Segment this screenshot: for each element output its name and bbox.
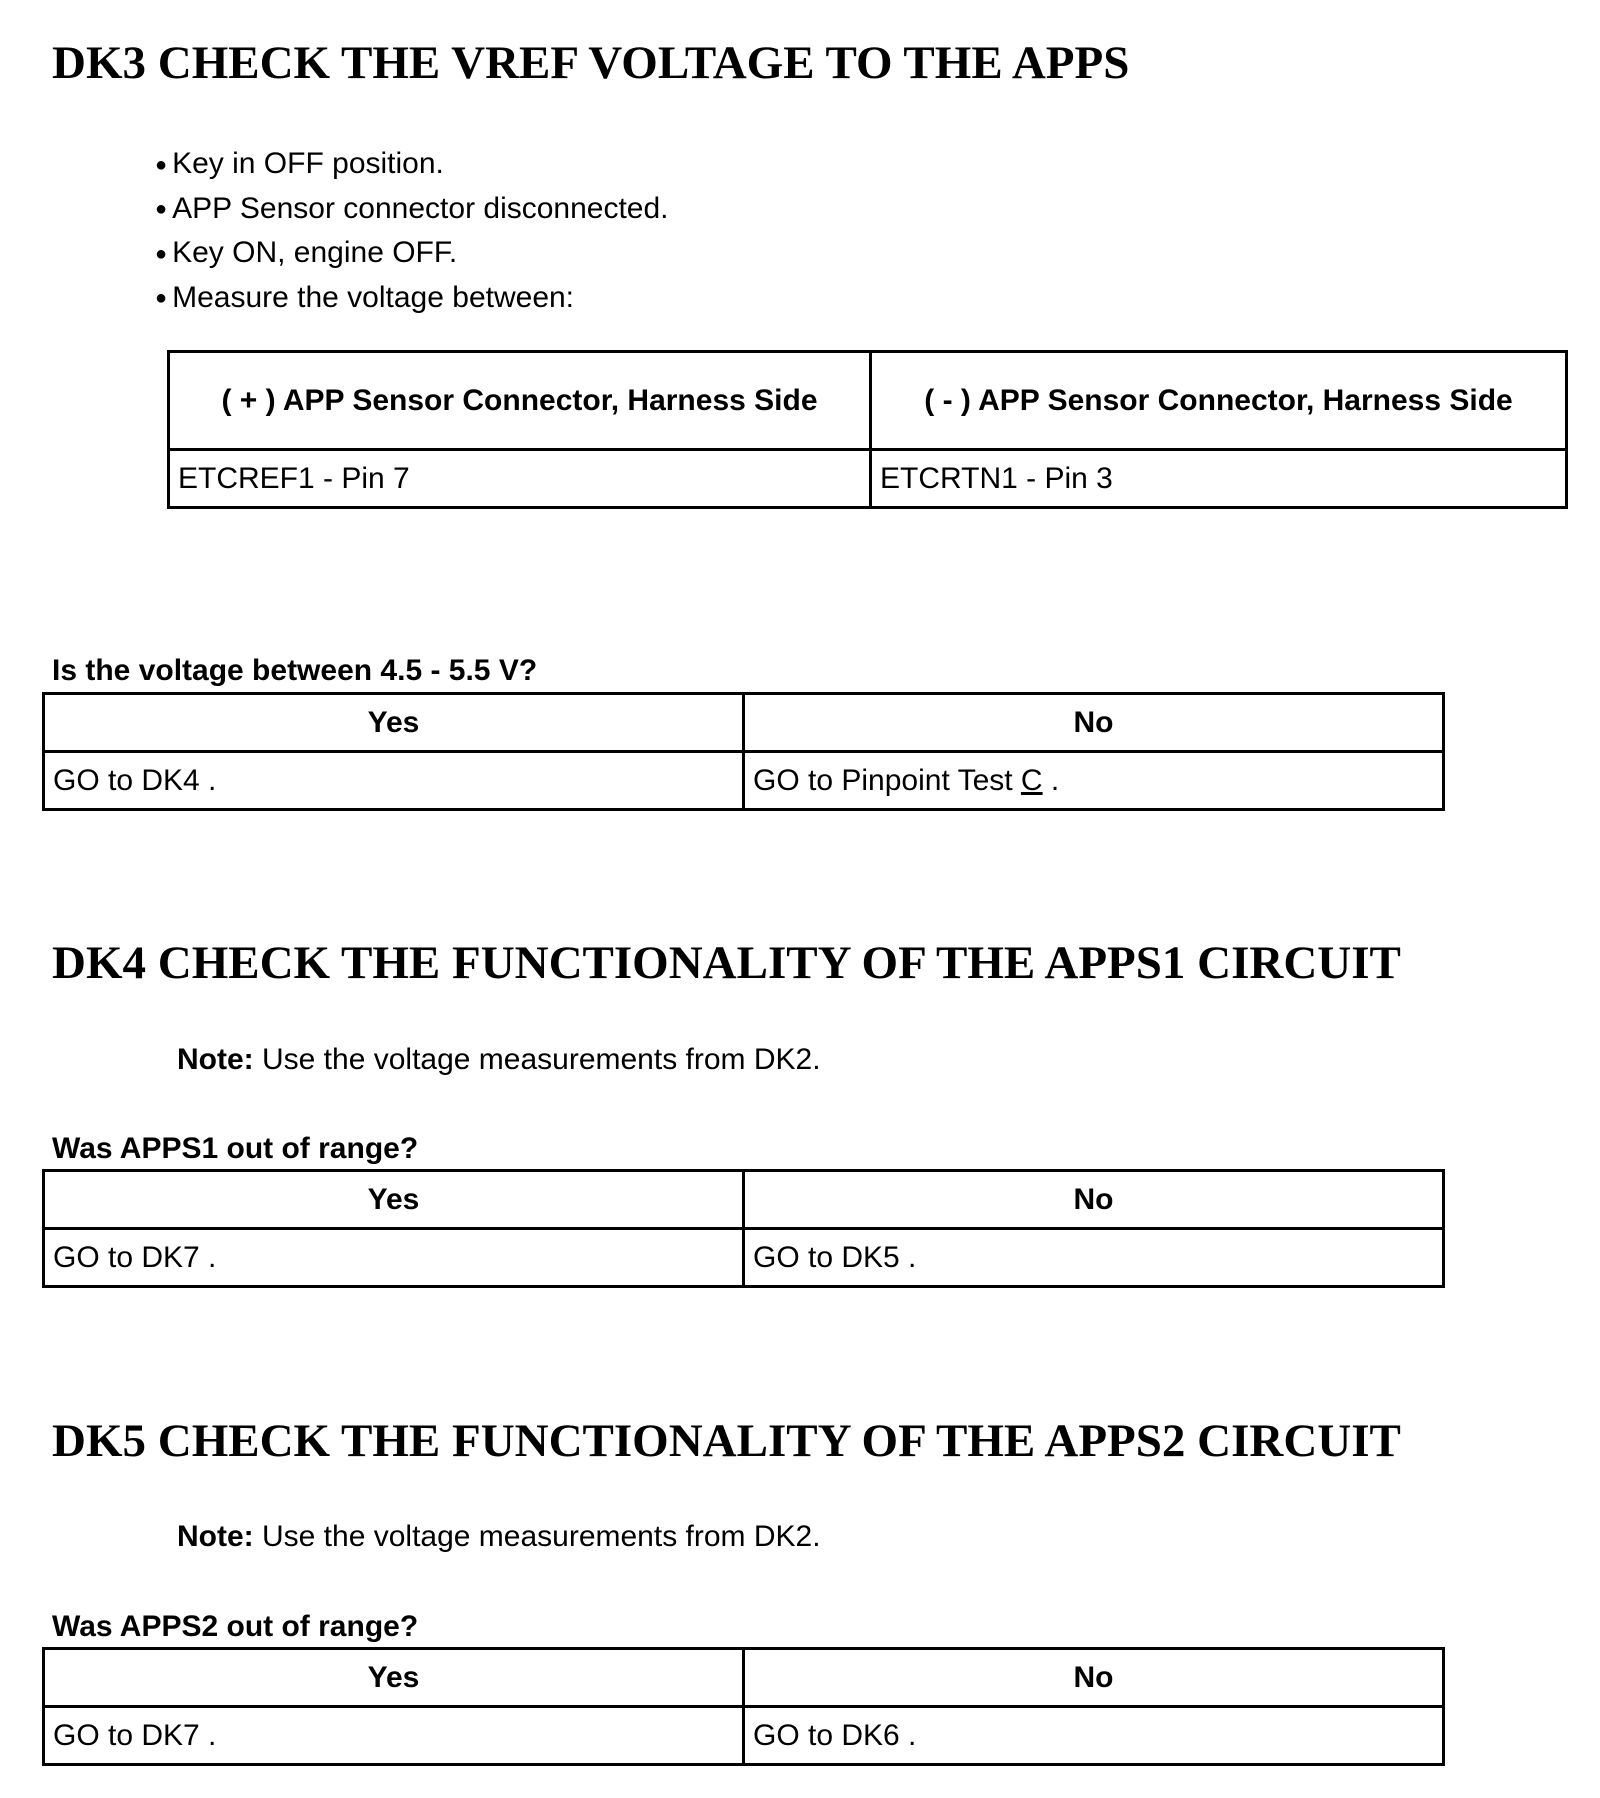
yes-action: GO to DK7 . bbox=[44, 1229, 744, 1287]
pinpoint-test-c-link[interactable]: C bbox=[1020, 763, 1043, 797]
table-header-row bbox=[44, 1171, 1444, 1229]
dk4-answer-table bbox=[42, 1169, 1445, 1288]
table-row bbox=[44, 1707, 1444, 1765]
dk3-answer-table bbox=[42, 692, 1445, 811]
no-header: No bbox=[744, 1171, 1444, 1229]
table-row bbox=[169, 450, 1567, 508]
dk4-note: Note: Use the voltage measurements from DK2. bbox=[177, 1043, 821, 1076]
list-item: ● Key in OFF position. bbox=[155, 142, 669, 187]
minus-connector-header: ( - ) APP Sensor Connector, Harness Side bbox=[871, 352, 1567, 450]
yes-action: GO to DK7 . bbox=[44, 1707, 744, 1765]
dk5-note: Note: Use the voltage measurements from DK2. bbox=[177, 1520, 821, 1553]
list-item: ● Measure the voltage between: bbox=[155, 276, 669, 321]
list-item: ● Key ON, engine OFF. bbox=[155, 231, 669, 276]
dk4-question: Was APPS1 out of range? bbox=[52, 1132, 419, 1165]
no-header: No bbox=[744, 1649, 1444, 1707]
plus-connector-pin: ETCREF1 - Pin 7 bbox=[169, 450, 871, 508]
table-header-row bbox=[44, 1649, 1444, 1707]
table-row bbox=[44, 1229, 1444, 1287]
dk3-question: Is the voltage between 4.5 - 5.5 V? bbox=[52, 654, 538, 687]
dk3-heading: DK3 CHECK THE VREF VOLTAGE TO THE APPS bbox=[52, 37, 1130, 89]
list-item: ● APP Sensor connector disconnected. bbox=[155, 187, 669, 232]
table-row bbox=[44, 752, 1444, 810]
table-header-row bbox=[169, 352, 1567, 450]
table-header-row bbox=[44, 694, 1444, 752]
bullet-icon: ● bbox=[155, 198, 168, 221]
yes-header: Yes bbox=[44, 694, 744, 752]
dk5-question: Was APPS2 out of range? bbox=[52, 1610, 419, 1643]
yes-header: Yes bbox=[44, 1171, 744, 1229]
dk4-heading: DK4 CHECK THE FUNCTIONALITY OF THE APPS1 CIRCUIT bbox=[52, 937, 1401, 989]
no-header: No bbox=[744, 694, 1444, 752]
dk3-measure-table bbox=[167, 350, 1568, 509]
no-action: GO to Pinpoint Test C . bbox=[744, 752, 1444, 810]
dk3-step-list bbox=[155, 142, 669, 320]
no-action: GO to DK6 . bbox=[744, 1707, 1444, 1765]
bullet-icon: ● bbox=[155, 287, 168, 310]
bullet-icon: ● bbox=[155, 242, 168, 265]
bullet-icon: ● bbox=[155, 153, 168, 176]
dk5-answer-table bbox=[42, 1647, 1445, 1766]
yes-header: Yes bbox=[44, 1649, 744, 1707]
no-action: GO to DK5 . bbox=[744, 1229, 1444, 1287]
yes-action: GO to DK4 . bbox=[44, 752, 744, 810]
minus-connector-pin: ETCRTN1 - Pin 3 bbox=[871, 450, 1567, 508]
dk5-heading: DK5 CHECK THE FUNCTIONALITY OF THE APPS2 CIRCUIT bbox=[52, 1415, 1401, 1467]
plus-connector-header: ( + ) APP Sensor Connector, Harness Side bbox=[169, 352, 871, 450]
